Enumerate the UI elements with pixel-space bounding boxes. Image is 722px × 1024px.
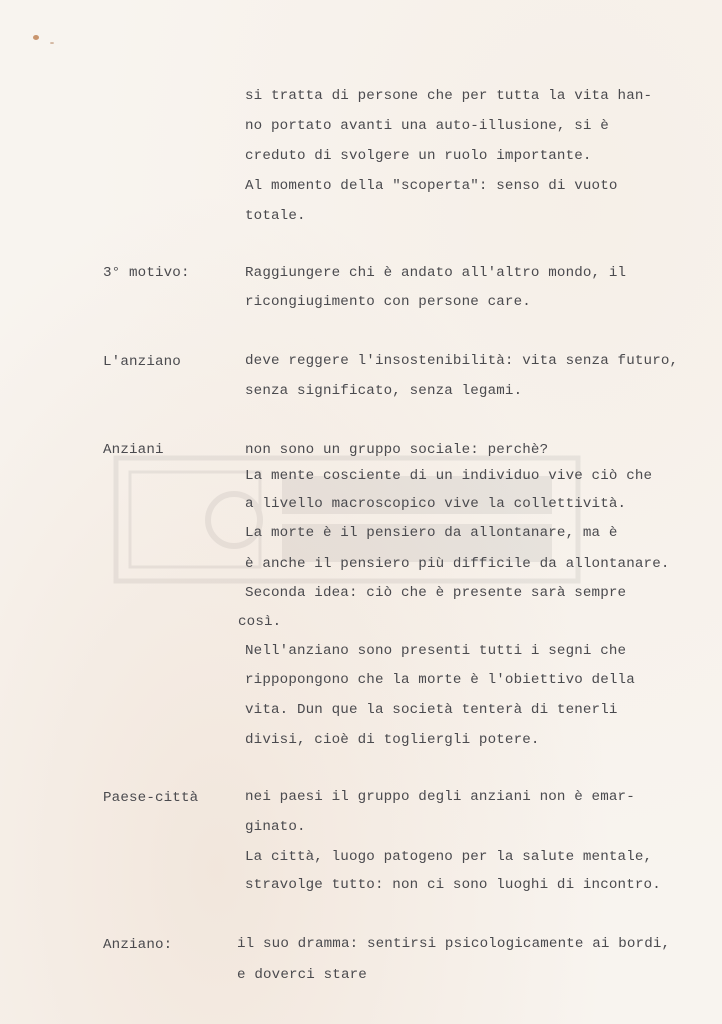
text-line: non sono un gruppo sociale: perchè? [245,442,549,458]
text-line: il suo dramma: sentirsi psicologicamente ai bordi, [237,936,671,952]
text-line: divisi, cioè di togliergli potere. [245,732,540,748]
text-line: no portato avanti una auto-illusione, si è [245,118,609,134]
text-line: Seconda idea: ciò che è presente sarà sempre [245,585,627,601]
text-line: a livello macroscopico vive la collettività. [245,496,627,512]
text-line: è anche il pensiero più difficile da allontanare. [245,556,670,572]
section-label: Anziani [103,442,164,458]
section-label: 3° motivo: [103,265,190,281]
text-line: La morte è il pensiero da allontanare, ma è [245,525,618,541]
text-line: totale. [245,208,306,224]
text-line: rippopongono che la morte è l'obiettivo della [245,672,635,688]
text-line: senza significato, senza legami. [245,383,523,399]
text-line: deve reggere l'insostenibilità: vita senza futuro, [245,353,679,369]
text-line: ricongiugimento con persone care. [245,294,531,310]
text-line: Al momento della "scoperta": senso di vuoto [245,178,618,194]
section-label: Paese-città [103,790,199,806]
text-line: creduto di svolgere un ruolo importante. [245,148,592,164]
text-line: Raggiungere chi è andato all'altro mondo, il [245,265,627,281]
paper-stain [50,42,54,44]
text-line: stravolge tutto: non ci sono luoghi di incontro. [245,877,661,893]
text-line: La città, luogo patogeno per la salute mentale, [245,849,653,865]
text-line: nei paesi il gruppo degli anziani non è emar- [245,789,635,805]
text-line: si tratta di persone che per tutta la vita han- [245,88,653,104]
text-line: e doverci stare [237,967,367,983]
text-line: ginato. [245,819,306,835]
text-line: così. [238,614,282,630]
paper-stain [33,35,39,40]
text-line: La mente cosciente di un individuo vive ciò che [245,468,653,484]
text-line: vita. Dun que la società tenterà di tenerli [245,702,618,718]
text-line: Nell'anziano sono presenti tutti i segni che [245,643,627,659]
section-label: L'anziano [103,354,181,370]
section-label: Anziano: [103,937,173,953]
